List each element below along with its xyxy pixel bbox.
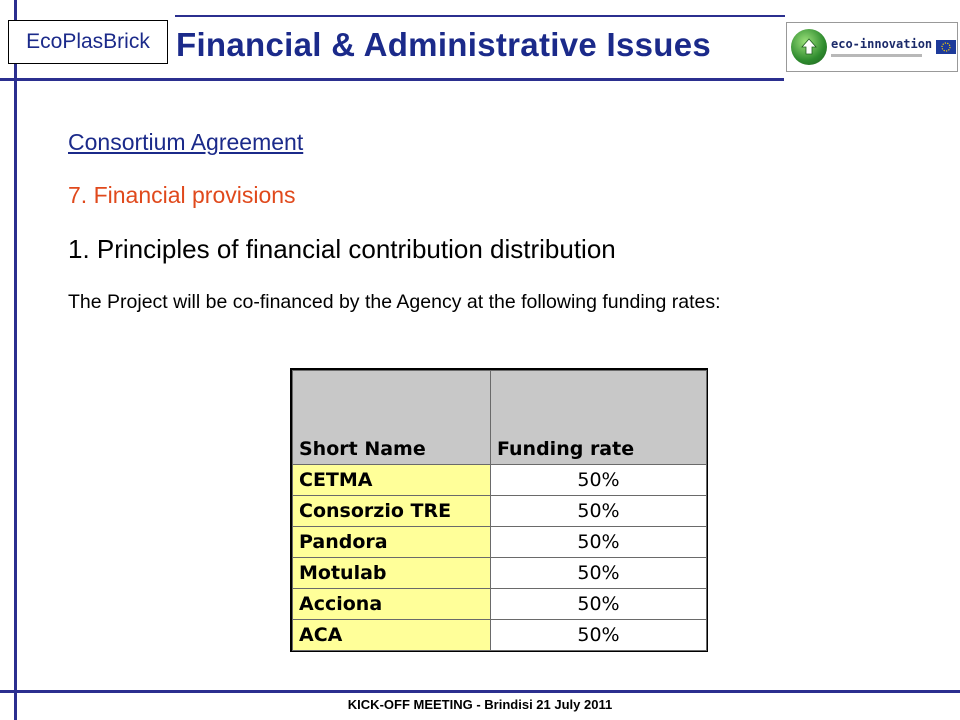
- eco-innovation-logo: [786, 22, 958, 72]
- funding-rate-cell: 50%: [491, 496, 707, 527]
- column-header-short-name: Short Name: [293, 371, 491, 465]
- slide-title: Financial & Administrative Issues: [176, 26, 712, 63]
- funding-table: [292, 370, 707, 651]
- logo-tagline-bar: [831, 54, 922, 57]
- table-row: [293, 527, 707, 558]
- eu-flag-icon: [936, 40, 956, 54]
- body-paragraph: The Project will be co-financed by the Agency at the following funding rates:: [68, 291, 721, 313]
- partner-name-cell: CETMA: [293, 465, 491, 496]
- funding-rate-table: [290, 368, 708, 652]
- column-header-funding-rate: Funding rate: [491, 371, 707, 465]
- funding-rate-cell: 50%: [491, 589, 707, 620]
- frame-vertical-line: [14, 0, 17, 720]
- funding-rate-cell: 50%: [491, 527, 707, 558]
- partner-name-cell: Acciona: [293, 589, 491, 620]
- logo-wordmark: [831, 37, 932, 57]
- table-row: [293, 496, 707, 527]
- table-row: [293, 558, 707, 589]
- footer-meeting-info: KICK-OFF MEETING - Brindisi 21 July 2011: [347, 697, 613, 712]
- project-brand-label: EcoPlasBrick: [26, 30, 150, 53]
- section-heading: 7. Financial provisions: [68, 182, 296, 208]
- logo-text: eco-innovation: [831, 37, 933, 51]
- partner-name-cell: ACA: [293, 620, 491, 651]
- subsection-heading: 1. Principles of financial contribution distribution: [68, 234, 616, 264]
- consortium-agreement-heading: Consortium Agreement: [68, 129, 304, 155]
- table-row: [293, 620, 707, 651]
- frame-top-line: [175, 15, 785, 17]
- partner-name-cell: Pandora: [293, 527, 491, 558]
- funding-rate-cell: 50%: [491, 558, 707, 589]
- frame-footer-line: [0, 690, 960, 693]
- table-header-row: [293, 371, 707, 465]
- recycle-arrow-icon: [791, 29, 827, 65]
- project-brand-box: [8, 20, 168, 64]
- partner-name-cell: Motulab: [293, 558, 491, 589]
- table-row: [293, 589, 707, 620]
- funding-rate-cell: 50%: [491, 465, 707, 496]
- funding-rate-cell: 50%: [491, 620, 707, 651]
- frame-header-line: [0, 78, 784, 81]
- partner-name-cell: Consorzio TRE: [293, 496, 491, 527]
- table-row: [293, 465, 707, 496]
